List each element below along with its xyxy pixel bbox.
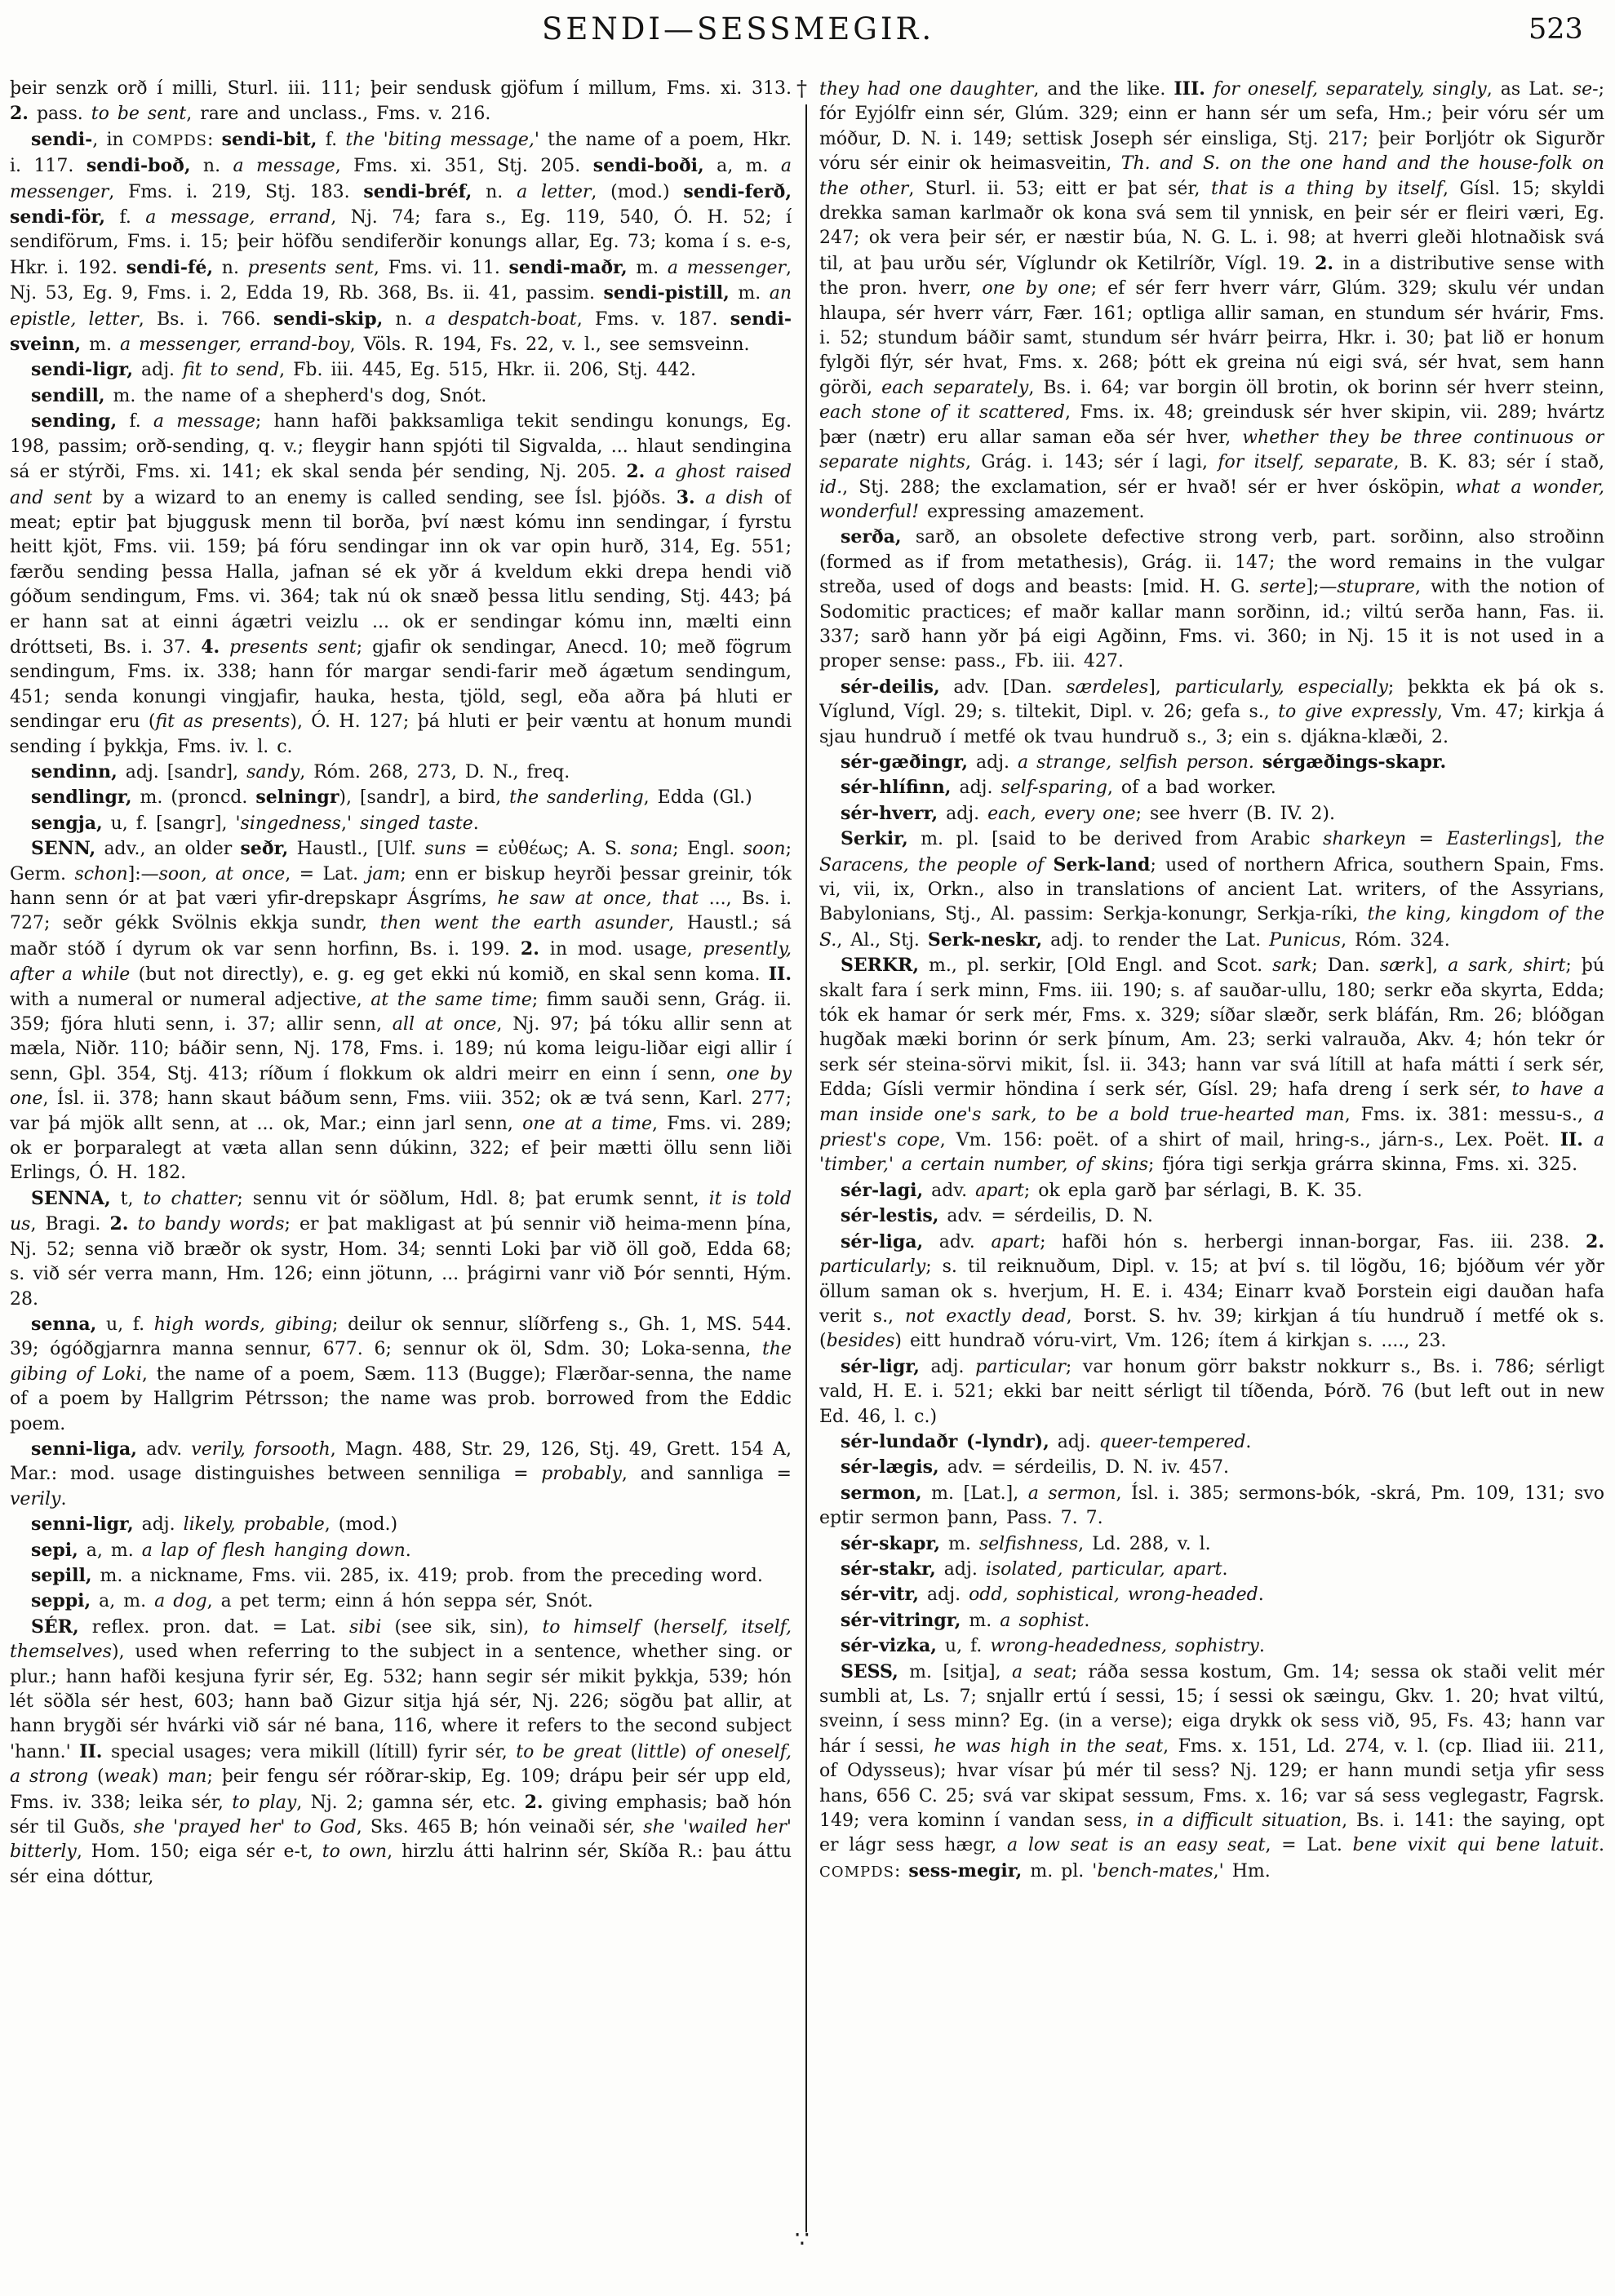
- dictionary-entry: sér-vitringr, m. a sophist.: [841, 1609, 1090, 1631]
- running-title: SENDI—SESSMEGIR.: [542, 11, 935, 47]
- dictionary-entry: sepill, m. a nickname, Fms. vii. 285, ix. 419; prob. from the preceding word.: [31, 1564, 763, 1586]
- dictionary-entry: sér-hverr, adj. each, every one; see hverr (B. IV. 2).: [841, 802, 1335, 824]
- dictionary-entry: sér-deilis, adv. [Dan. særdeles], particularly, especially; þekkta ek þá ok s. Víglund, Vígl. 29; s. tiltekit, Dipl. v. 26; gefa s., to give expressly, Vm. 47; kirkja á sjau hundruð í metfé ok tvau hundruð s., 3; ein s. djákna-klæði, 2.: [819, 676, 1604, 747]
- dictionary-entry: sér-gæðingr, adj. a strange, selfish person. sérgæðings-skapr.: [841, 751, 1447, 773]
- dictionary-entry: sér-lagi, adv. apart; ok epla garð þar sérlagi, B. K. 35.: [841, 1179, 1363, 1201]
- dictionary-entry: sér-stakr, adj. isolated, particular, apart.: [841, 1558, 1228, 1580]
- dictionary-entry: sér-ligr, adj. particular; var honum görr bakstr nokkurr s., Bs. i. 786; sérligt vald, H. E. i. 521; ekki bar neitt sérligt til tíðenda, Þórð. 76 (but left out in new Ed. 46, l. c.): [819, 1355, 1604, 1427]
- dictionary-entry: serða, sarð, an obsolete defective strong verb, part. sorðinn, also stroðinn (formed as if from metathesis), Grág. ii. 147; the word remains in the vulgar streða, used of dogs and beasts: [mid. H. G. serte];—stuprare, with the notion of Sodomitic practices; ef maðr kallar mann sorðinn, id.; viltú serða hann, Fas. ii. 337; sarð hann yðr þá eigi Agðinn, Fms. vi. 360; in Nj. 15 it is not used in a proper sense: pass., Fb. iii. 427.: [819, 526, 1604, 672]
- dictionary-entry: Serkir, m. pl. [said to be derived from Arabic sharkeyn = Easterlings], the Saracens, the people of Serk-land; used of northern Africa, southern Spain, Fms. vi, vii, ix, Orkn., also in translations of ancient Lat. writers, of the Assyrians, Babylonians, Stj., Al. passim: Serkja-konungr, Serkja-ríki, the king, kingdom of the S., Al., Stj. Serk-neskr, adj. to render the Lat. Punicus, Róm. 324.: [819, 828, 1604, 951]
- dictionary-entry: sér-skapr, m. selfishness, Ld. 288, v. l.: [841, 1532, 1211, 1554]
- dictionary-entry: senna, u, f. high words, gibing; deilur ok sennur, slíðrfeng s., Gh. 1, MS. 544. 39; ógóðgjarnra manna sennur, 677. 6; sennur ok öl, Sdm. 30; Loka-senna, the gibing of Loki, the name of a poem, Sæm. 113 (Bugge); Flærðar-senna, the name of a poem by Hallgrim Pétrsson; the name was prob. borrowed from the Eddic poem.: [10, 1313, 792, 1434]
- column-divider-rule: [805, 104, 807, 2232]
- dictionary-entry: sér-vitr, adj. odd, sophistical, wrong-headed.: [841, 1584, 1264, 1606]
- dictionary-entry: senni-liga, adv. verily, forsooth, Magn. 488, Str. 29, 126, Stj. 49, Grett. 154 A, Mar.: mod. usage distinguishes between senniliga = probably, and sannliga = verily.: [10, 1438, 792, 1509]
- dictionary-entry: they had one daughter, and the like. III. for oneself, separately, singly, as Lat. se-; fór Eyjólfr einn sér, Glúm. 329; einn er hann sér um sefa, Hm.; þeir vóru sér um móður, D. N. i. 149; settisk Joseph sér einsliga, Stj. 217; þeir Þorljótr ok Sigurðr vóru sér einir ok heimasveitin, Th. and S. on the one hand and the house-folk on the other, Sturl. ii. 53; eitt er þat sér, that is a thing by itself, Gísl. 15; skyldi drekka saman karlmaðr ok kona svá sem til ynnisk, en þeir sér er fleiri væri, Eg. 247; ok vera þeir sér, er næstir búa, N. G. L. i. 98; at hverri gleði hlotnaðisk svá til, at þau urðu sér, Víglundr ok Ketilríðr, Vígl. 19. 2. in a distributive sense with the pron. hverr, one by one; ef sér ferr hverr várr, Glúm. 329; skulu vér undan hlaupa, sér hverr várr, Fær. 161; optliga allir saman, en stundum sér hvárir, Fms. i. 52; stundum báðir samt, stundum sér hvárr þeirra, Hkr. i. 30; þat lið er honum fylgði flýr, sér hvat, Fms. x. 268; þótt ek greina nú eigi svá, sér hvat, sem hann görði, each separately, Bs. i. 64; var borgin öll brotin, ok borinn sér hverr steinn, each stone of it scattered, Fms. ix. 48; greindusk sér hver skipin, vii. 289; hvártz þær (nætr) eru allar saman eða sér hver, whether they be three continuous or separate nights, Grág. i. 143; sér í lagi, for itself, separate, B. K. 83; sér í stað, id., Stj. 288; the exclamation, sér er hvað! sér er hver ósköpin, what a wonder, wonderful! expressing amazement.: [819, 78, 1604, 522]
- dictionary-entry: seppi, a, m. a dog, a pet term; einn á hón seppa sér, Snót.: [31, 1590, 593, 1612]
- dictionary-entry: sér-lestis, adv. = sérdeilis, D. N.: [841, 1205, 1153, 1227]
- dictionary-entry: sendill, m. the name of a shepherd's dog, Snót.: [31, 384, 487, 406]
- dictionary-entry: sér-hlífinn, adj. self-sparing, of a bad worker.: [841, 777, 1276, 799]
- column-right: [819, 77, 1604, 2296]
- dictionary-entry: sér-lægis, adv. = sérdeilis, D. N. iv. 457.: [841, 1456, 1229, 1478]
- divider-bottom-ornament: ∵: [795, 2226, 810, 2253]
- dictionary-entry: sér-vizka, u, f. wrong-headedness, sophistry.: [841, 1635, 1265, 1657]
- dictionary-entry: SÉR, reflex. pron. dat. = Lat. sibi (see sik, sin), to himself (herself, itself, themselves), used when referring to the subject in a sentence, whether sing. or plur.; hann hafði kesjuna fyrir sér, Eg. 532; hann segir sér mikit þykkja, 539; hón lét söðla sér hest, 603; hann bað Gizur sitja hjá sér, Nj. 226; sögðu þat allir, at hann brygði sér hvárki við sár né bana, 116, where it refers to the second subject 'hann.' II. special usages; vera mikill (lítill) fyrir sér, to be great (little) of oneself, a strong (weak) man; þeir fengu sér róðrar-skip, Eg. 109; drápu þeir sér upp eld, Fms. iv. 338; leika sér, to play, Nj. 2; gamna sér, etc. 2. giving emphasis; bað hón sér til Guðs, she 'prayed her' to God, Sks. 465 B; hón veinaði sér, she 'wailed her' bitterly, Hom. 150; eiga sér e-t, to own, hirzlu átti halrinn sér, Skíða R.: þau áttu sér eina dóttur,: [10, 1616, 792, 1887]
- dictionary-entry: sendi-ligr, adj. fit to send, Fb. iii. 445, Eg. 515, Hkr. ii. 206, Stj. 442.: [31, 359, 696, 381]
- dictionary-entry: sendi-, in COMPDS: sendi-bit, f. the 'biting message,' the name of a poem, Hkr. i. 117. sendi-boð, n. a message, Fms. xi. 351, Stj. 205. sendi-boði, a, m. a messenger, Fms. i. 219, Stj. 183. sendi-bréf, n. a letter, (mod.) sendi-ferð, sendi-för, f. a message, errand, Nj. 74; fara s., Eg. 119, 540, Ó. H. 52; í sendiförum, Fms. i. 15; þeir höfðu sendiferðir konungs allar, Eg. 73; koma í s. e-s, Hkr. i. 192. sendi-fé, n. presents sent, Fms. vi. 11. sendi-maðr, m. a messenger, Nj. 53, Eg. 9, Fms. i. 2, Edda 19, Rb. 368, Bs. ii. 41, passim. sendi-pistill, m. an epistle, letter, Bs. i. 766. sendi-skip, n. a despatch-boat, Fms. v. 187. sendi-sveinn, m. a messenger, errand-boy, Völs. R. 194, Fs. 22, v. l., see semsveinn.: [10, 128, 792, 356]
- dictionary-entry: sepi, a, m. a lap of flesh hanging down.: [31, 1539, 411, 1561]
- page-number: 523: [1528, 13, 1583, 46]
- dictionary-entry: þeir senzk orð í milli, Sturl. iii. 111; þeir sendusk gjöfum í millum, Fms. xi. 313. 2. pass. to be sent, rare and unclass., Fms. v. 216.: [10, 78, 792, 125]
- column-left: [10, 77, 792, 2296]
- dictionary-entry: sending, f. a message; hann hafði þakksamliga tekit sendingu konungs, Eg. 198, passim; orð-sending, q. v.; fleygir hann spjóti til Sigvalda, ... hlaut sendingina sá er stýrði, Fms. xi. 141; ek skal senda þér sending, Nj. 205. 2. a ghost raised and sent by a wizard to an enemy is called sending, see Ísl. þjóðs. 3. a dish of meat; eptir þat bjuggusk menn til borða, því næst kómu inn sendingar, í fyrstu heitt kjöt, Fms. vii. 159; þá fóru sendingar inn ok var opin hurð, 314, Eg. 551; færðu sending þessa Halla, jafnan sé ek yðr á kveldum ekki drepa hendi við góðum sendingum, Fms. vi. 364; tak nú ok snæð þessa litlu sending, Stj. 443; þá er hann sat at einni ágætri veizlu ... ok er sendingar kómu inn, mælti einn dróttseti, Bs. i. 37. 4. presents sent; gjafir ok sendingar, Anecd. 10; með fögrum sendingum, Fms. ix. 338; hann fór margar sendi-farir með ágætum sendingum, 451; senda konungi vingjafir, hauka, hesta, tjöld, segl, eða aðra þá hluti er sendingar eru (fit as presents), Ó. H. 127; þá hluti er þeir væntu at honum mundi sending í þykkja, Fms. iv. l. c.: [10, 410, 792, 757]
- dictionary-entry: SENN, adv., an older seðr, Haustl., [Ulf. suns = εὐθέως; A. S. sona; Engl. soon; Germ. schon]:—soon, at once, = Lat. jam; enn er biskup heyrði þessar greinir, tók hann senn ór at þat væri yfir-drepskapr Ásgríms, he saw at once, that ..., Bs. i. 727; seðr gékk Svölnis ekkja sundr, then went the earth asunder, Haustl.; sá maðr stóð í dyrum ok var senn horfinn, Bs. i. 199. 2. in mod. usage, presently, after a while (but not directly), e. g. eg get ekki nú komið, en skal senn koma. II. with a numeral or numeral adjective, at the same time; fimm sauði senn, Grág. ii. 359; fjóra hluti senn, i. 37; allir senn, all at once, Nj. 97; þá tóku allir senn at mæla, Niðr. 110; báðir senn, Nj. 178, Fms. i. 189; nú koma leigu-liðar eigi allir í senn, Gþl. 354, Stj. 413; ríðum í flokkum ok aldri meirr en einn í senn, one by one, Ísl. ii. 378; hann skaut báðum senn, Fms. viii. 352; ok æ tvá senn, Karl. 277; var þá mjök allt senn, at ... ok, Mar.; einn jarl senn, one at a time, Fms. vi. 289; ok er þorparalegt at væta allan senn dúkinn, 322; ef þeir mætti öllu senn liði Erlings, Ó. H. 182.: [10, 838, 792, 1184]
- dictionary-entry: sér-liga, adv. apart; hafði hón s. herbergi innan-borgar, Fas. iii. 238. 2. particularly; s. til reiknuðum, Dipl. v. 15; at því s. til lögðu, 16; bjóðum vér yðr öllum saman ok s. hverjum, H. E. i. 434; Einarr kvað Þorstein eigi dauðan hafa verit s., not exactly dead, Þorst. S. hv. 39; kirkjan á tíu hundruð í metfé ok s. (besides) eitt hundrað vóru-virt, Vm. 126; ítem á kirkjan s. ...., 23.: [819, 1230, 1604, 1352]
- dictionary-entry: SESS, m. [sitja], a seat; ráða sessa kostum, Gm. 14; sessa ok staði velit mér sumbli at, Ls. 7; snjallr ertú í sessi, 15; í sessi ok sæingu, Gkv. 1. 20; hvat viltú, sveinn, í sess minn? Eg. (in a verse); eiga drykk ok sess við, 95, Fs. 43; hann var hár í sessi, he was high in the seat, Fms. x. 151, Ld. 274, v. l. (cp. Iliad iii. 211, of Odysseus); hvar vísar þú mér til sess? Nj. 129; er hann mundi setja yfir sess hans, 656 C. 25; svá var skipat sessum, Fms. x. 16; var sá sess veglegastr, Fagrsk. 149; vera kominn í vandan sess, in a difficult situation, Bs. i. 141: the saying, opt er lágr sess hægr, a low seat is an easy seat, = Lat. bene vixit qui bene latuit. COMPDS: sess-megir, m. pl. 'bench-mates,' Hm.: [819, 1660, 1604, 1882]
- divider-top-ornament: †: [796, 77, 807, 101]
- dictionary-entry: sér-lundaðr (-lyndr), adj. queer-tempered.: [841, 1430, 1252, 1452]
- dictionary-entry: sermon, m. [Lat.], a sermon, Ísl. i. 385; sermons-bók, -skrá, Pm. 109, 131; svo eptir sermon þann, Pass. 7. 7.: [819, 1482, 1604, 1529]
- dictionary-entry: sendinn, adj. [sandr], sandy, Róm. 268, 273, D. N., freq.: [31, 760, 570, 782]
- dictionary-entry: senni-ligr, adj. likely, probable, (mod.): [31, 1514, 398, 1536]
- dictionary-entry: sengja, u, f. [sangr], 'singedness,' singed taste.: [31, 812, 479, 834]
- dictionary-entry: SENNA, t, to chatter; sennu vit ór söðlum, Hdl. 8; þat erumk sennt, it is told us, Bragi. 2. to bandy words; er þat makligast at þú sennir við heima-menn þína, Nj. 52; senna við bræðr ok systr, Hom. 34; sennti Loki þar við öll goð, Edda 68; s. við sér verra mann, Hm. 126; einn jötunn, ... þrágirni vanr við Þór sennti, Hým. 28.: [10, 1187, 792, 1310]
- dictionary-entry: SERKR, m., pl. serkir, [Old Engl. and Scot. sark; Dan. særk], a sark, shirt; þú skalt fara í serk minn, Fms. iii. 190; s. af sauðar-ullu, 180; serkr eða skyrta, Edda; tók ek hamar ór serk mér, Fms. x. 329; síðar slæðr, serk bláfán, Rm. 26; blóðgan hugðak mæki borinn ór serk þínum, Am. 23; serki valrauða, Akv. 4; hón tekr ór serk sér steina-sörvi mikit, Ísl. ii. 343; hann var svá lítill at hafa mátti í serk sér, Edda; Gísli vermir höndina í serk sér, Gísl. 29; hafa dreng í serk sér, to have a man inside one's sark, to be a bold true-hearted man, Fms. ix. 381: messu-s., a priest's cope, Vm. 156: poët. of a shirt of mail, hring-s., járn-s., Lex. Poët. II. a 'timber,' a certain number, of skins; fjóra tigi serkja grárra skinna, Fms. xi. 325.: [819, 955, 1604, 1176]
- dictionary-entry: sendlingr, m. (proncd. selningr), [sandr], a bird, the sanderling, Edda (Gl.): [31, 787, 752, 809]
